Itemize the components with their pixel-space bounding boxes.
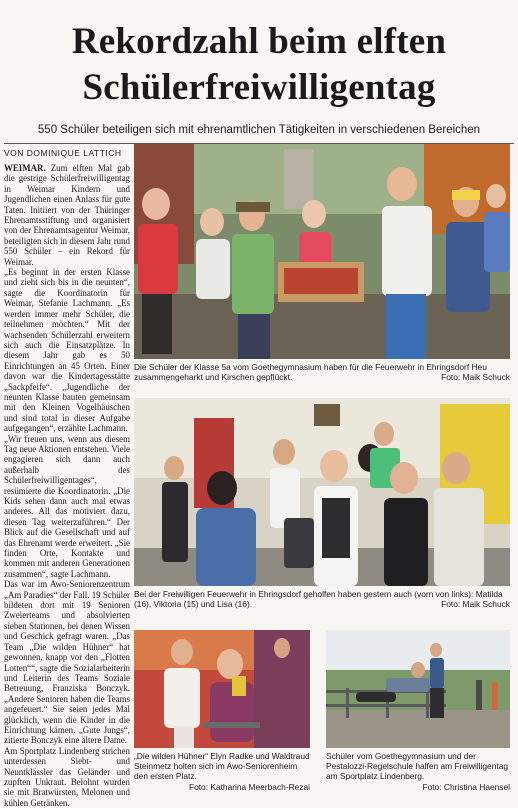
subheadline: 550 Schüler beteiligen sich mit ehrenamtlichen Tätigkeiten in verschiedenen Bereichen [37, 124, 481, 136]
photo-sports-field [326, 630, 510, 748]
headline-line-1: Rekordzahl beim elften [71, 21, 447, 62]
photo-4-credit: Foto: Christina Haensel [422, 781, 510, 792]
photo-1-caption: Die Schüler der Klasse 5a vom Goethegymnasium haben für die Feuerwehr in Ehringsdorf Heu zusammengeharkt und Kirschen gepflückt. Foto: Maik Schuck [134, 362, 510, 383]
article-body [4, 163, 130, 808]
photo-4-caption: Schüler vom Goethegymnasium und der Pestalozzi-Regelschule halfen am Freiwilligentag am Sportplatz Lindenberg. Foto: Christina Haensel [326, 751, 510, 792]
article-paragraph-1: WEIMAR. Zum elften Mal gab die gestrige Schülerfreiwilligentag in Weimar Kindern und Jugendlichen einen Anlass für gute Taten. Initiiert von der Thüringer Ehrenamtsstiftung und organisiert von der Ehrenamtsagentur Weimar, beteiligten sich in diesem Jahr rund 550 Schüler – ein Rekord für Weimar. [4, 163, 130, 267]
photo-children-cherries [134, 144, 510, 359]
photo-1-credit: Foto: Maik Schuck [441, 372, 510, 383]
byline: VON DOMINIQUE LATTICH [4, 148, 122, 158]
photo-2-caption: Bei der Freiwilligen Feuerwehr in Ehringsdorf geholfen haben gestern auch (vorn von links): Matilda (16), Viktoria (15) und Lisa (16). Foto: Maik Schuck [134, 589, 510, 610]
photo-3-caption: „Die wilden Hühner“ Elyn Radke und Waldtraud Steinmetz holten sich im Awo-Seniorenheim den ersten Platz. Foto: Katharina Meerbach-Rezai [134, 751, 310, 792]
headline-line-2: Schülerfreiwilligentag [82, 67, 436, 108]
photo-seniors-home [134, 630, 310, 748]
article-paragraph-2: „Es beginnt in der ersten Klasse und zieht sich bis in die neunten“, sagte die Koordinatorin für Weimar, Stefanie Lachmann. „Es werden immer mehr Schüler, die teilnehmen möchten.“ Mit der wachsenden Schülerzahl erweitern sich auch die Einsatzplätze. In diesem Jahr gab es 50 Einrichtungen an 45 Orten. Einer davon war die Kindertagesstätte „Sackpfeife“. „Jugendliche der neunten Klasse bauten gemeinsam mit den Kleinen Vogelhäuschen und sind total in dieser Aufgabe aufgegangen“, erzählte Lachmann. [4, 267, 130, 434]
article-paragraph-5: Am Sportplatz Lindenberg strichen unterdessen Siebt- und Neuntklässler das Geländer und zupften Unkraut. Belohnt wurden sie mit Bratwürsten, Melonen und kühlen Getränken. [4, 745, 130, 808]
article-paragraph-4: Das war im Awo-Seniorenzentrum „Am Paradies“ der Fall. 19 Schüler bildeten dort mit 19 Senioren Zweierteams und absolvierten sieben Stationen, bei denen Wissen und Geschick gefragt waren. „Das Team „Die wilden Hühner“ hat gewonnen, knapp vor den „Flotten Lotten““, sagte die Sozialarbeiterin und Leiterin des Teams Soziale Betreuung, Franziska Bonczyk. „Andere Senioren haben die Teams angefeuert.“ Sie seien jedes Mal glücklich, wenn die Kinder in die Einrichtung kämen. „Gute Jungs“, zitierte Bonczyk eine ältere Dame. [4, 579, 130, 746]
article-paragraph-3: „Wir freuen uns, wenn aus diesem Tag neue Aktionen entstehen. Viele engagieren sich dann auch außerhalb des Schülerfreiwilligentages“, resümierte die Koordinatorin. „Die Kids sehen dann auch mal etwas anderes. All das motiviert dazu, diesen Tag weiterzuführen.“ Der Blick auf die Gesellschaft und auf das Ehrenamt werde erweitert. „Sie finden Orte, Kontakte und kommen mit anderen Generationen zusammen“, sagte Lachmann. [4, 433, 130, 579]
photo-2-credit: Foto: Maik Schuck [441, 599, 510, 610]
photo-fire-station-girls [134, 398, 510, 586]
dateline: WEIMAR. [4, 163, 46, 173]
photo-3-credit: Foto: Katharina Meerbach-Rezai [188, 781, 310, 792]
